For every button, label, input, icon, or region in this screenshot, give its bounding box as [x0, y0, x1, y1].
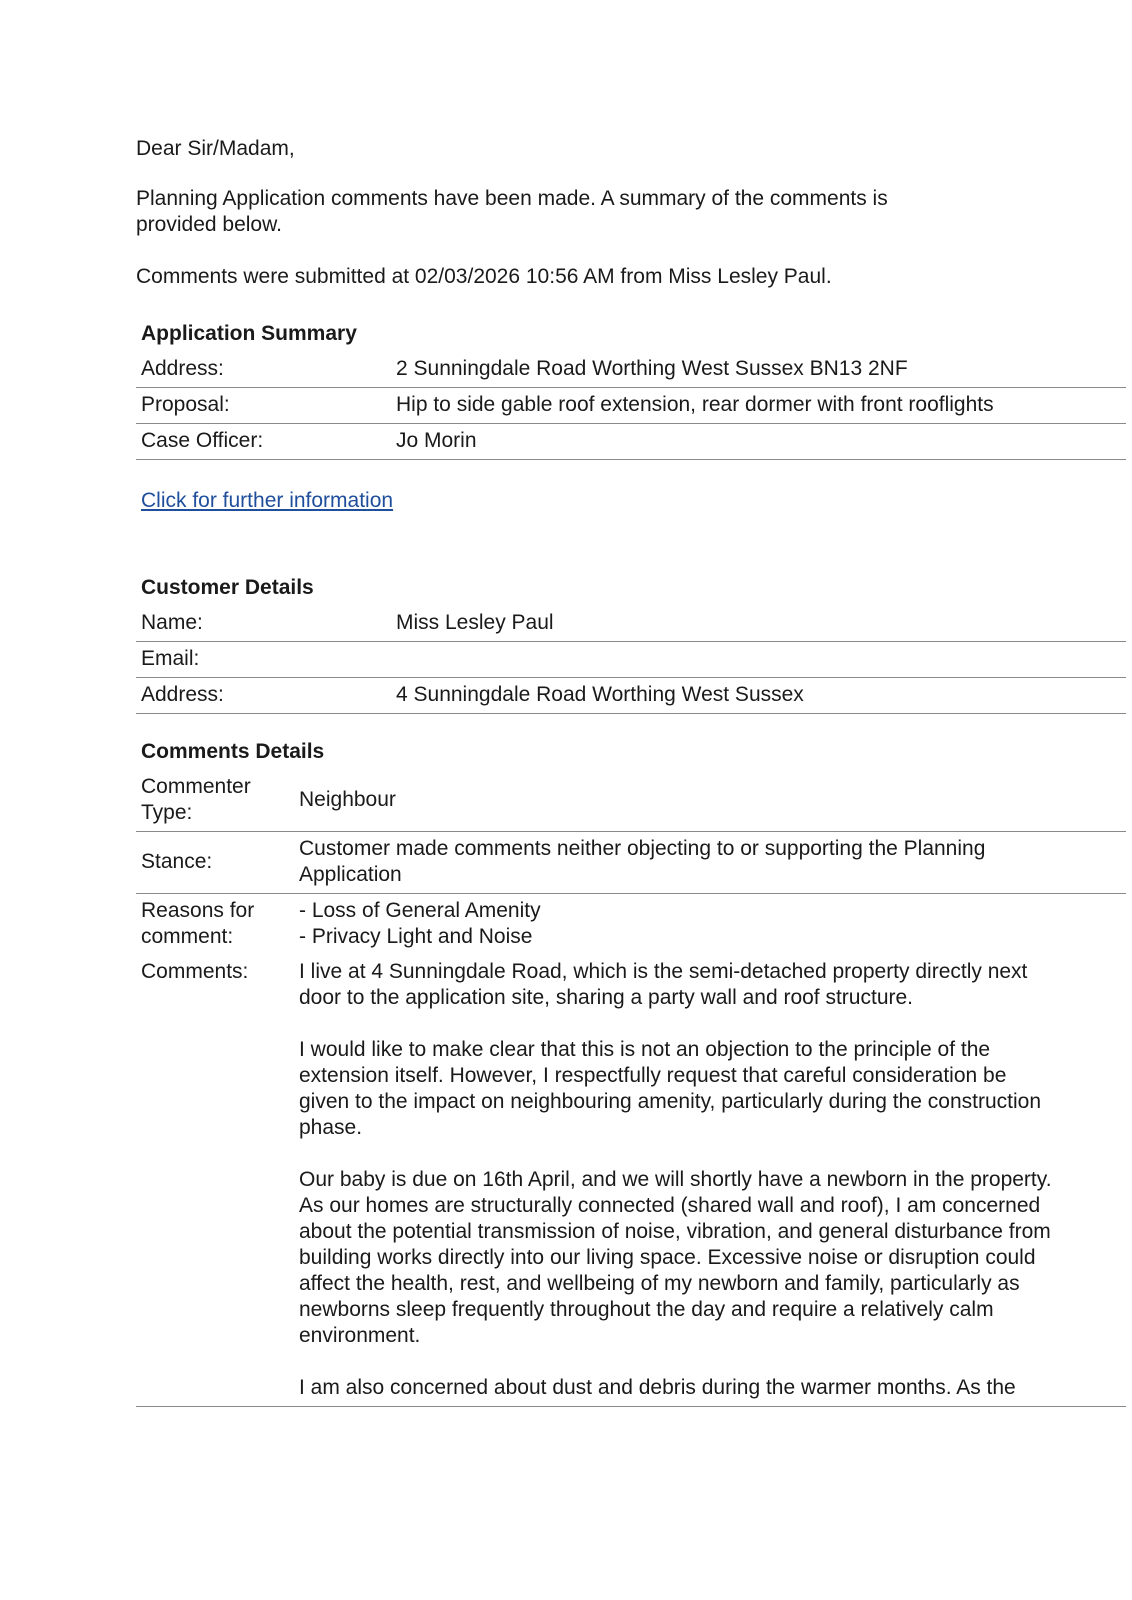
row-label: Reasons for comment:	[141, 899, 255, 948]
row-label: Address:	[136, 678, 391, 714]
row-value: 2 Sunningdale Road Worthing West Sussex BN13 2NF	[391, 352, 1126, 388]
table-row	[136, 388, 1126, 424]
intro-text	[136, 186, 966, 238]
list-item: - Privacy Light and Noise	[299, 925, 533, 948]
greeting: Dear Sir/Madam,	[136, 137, 295, 160]
row-label: Address:	[136, 352, 391, 388]
row-value	[391, 642, 1126, 678]
row-value: Hip to side gable roof extension, rear dormer with front rooflights	[391, 388, 1126, 424]
comment-paragraph: I would like to make clear that this is not an objection to the principle of the extension itself. However, I respectfully request that careful consideration be given to the impact on neighbouring amenity, particularly during the construction phase.	[299, 1038, 1042, 1139]
row-label: Stance:	[136, 832, 294, 894]
row-value	[294, 894, 1126, 956]
comment-paragraph: I am also concerned about dust and debris during the warmer months. As the	[299, 1376, 1016, 1399]
row-value: Neighbour	[294, 770, 1126, 832]
comments-text	[294, 955, 1126, 1407]
customer-details-title: Customer Details	[141, 576, 314, 599]
email-body	[136, 136, 1126, 1407]
further-information-link[interactable]: Click for further information	[141, 489, 394, 512]
table-row	[136, 832, 1126, 894]
comments-details-title: Comments Details	[141, 740, 325, 763]
comment-paragraph: Our baby is due on 16th April, and we will shortly have a newborn in the property. As our homes are structurally connected (shared wall and roof), I am concerned about the potential transmission of noise, vibration, and general disturbance from building works directly into our living space. Excessive noise or disruption could affect the health, rest, and wellbeing of my newborn and family, particularly as newborns sleep frequently throughout the day and require a relatively calm environment.	[299, 1168, 1052, 1347]
row-label: Comments:	[136, 955, 294, 1407]
table-row	[136, 770, 1126, 832]
comments-details-table	[136, 770, 1126, 1407]
row-label: Case Officer:	[136, 424, 391, 460]
list-item: - Loss of General Amenity	[299, 899, 541, 922]
table-row	[136, 894, 1126, 956]
table-row	[136, 606, 1126, 642]
row-value: 4 Sunningdale Road Worthing West Sussex	[391, 678, 1126, 714]
row-value: Customer made comments neither objecting to or supporting the Planning Application	[294, 832, 1126, 894]
customer-details-table	[136, 606, 1126, 714]
comment-paragraph: I live at 4 Sunningdale Road, which is the semi-detached property directly next door to the application site, sharing a party wall and roof structure.	[299, 960, 1028, 1009]
table-row	[136, 642, 1126, 678]
row-label: Proposal:	[136, 388, 391, 424]
intro-line: provided below.	[136, 213, 282, 236]
submission-info: Comments were submitted at 02/03/2026 10:56 AM from Miss Lesley Paul.	[136, 265, 832, 288]
table-row	[136, 678, 1126, 714]
application-summary-table	[136, 352, 1126, 460]
table-row	[136, 352, 1126, 388]
table-row	[136, 955, 1126, 1407]
row-value: Jo Morin	[391, 424, 1126, 460]
row-label: Email:	[136, 642, 391, 678]
intro-line: Planning Application comments have been made. A summary of the comments is	[136, 187, 888, 210]
table-row	[136, 424, 1126, 460]
row-value: Miss Lesley Paul	[391, 606, 1126, 642]
row-label: Name:	[136, 606, 391, 642]
application-summary-title: Application Summary	[141, 322, 357, 345]
row-label: Commenter Type:	[136, 770, 294, 832]
